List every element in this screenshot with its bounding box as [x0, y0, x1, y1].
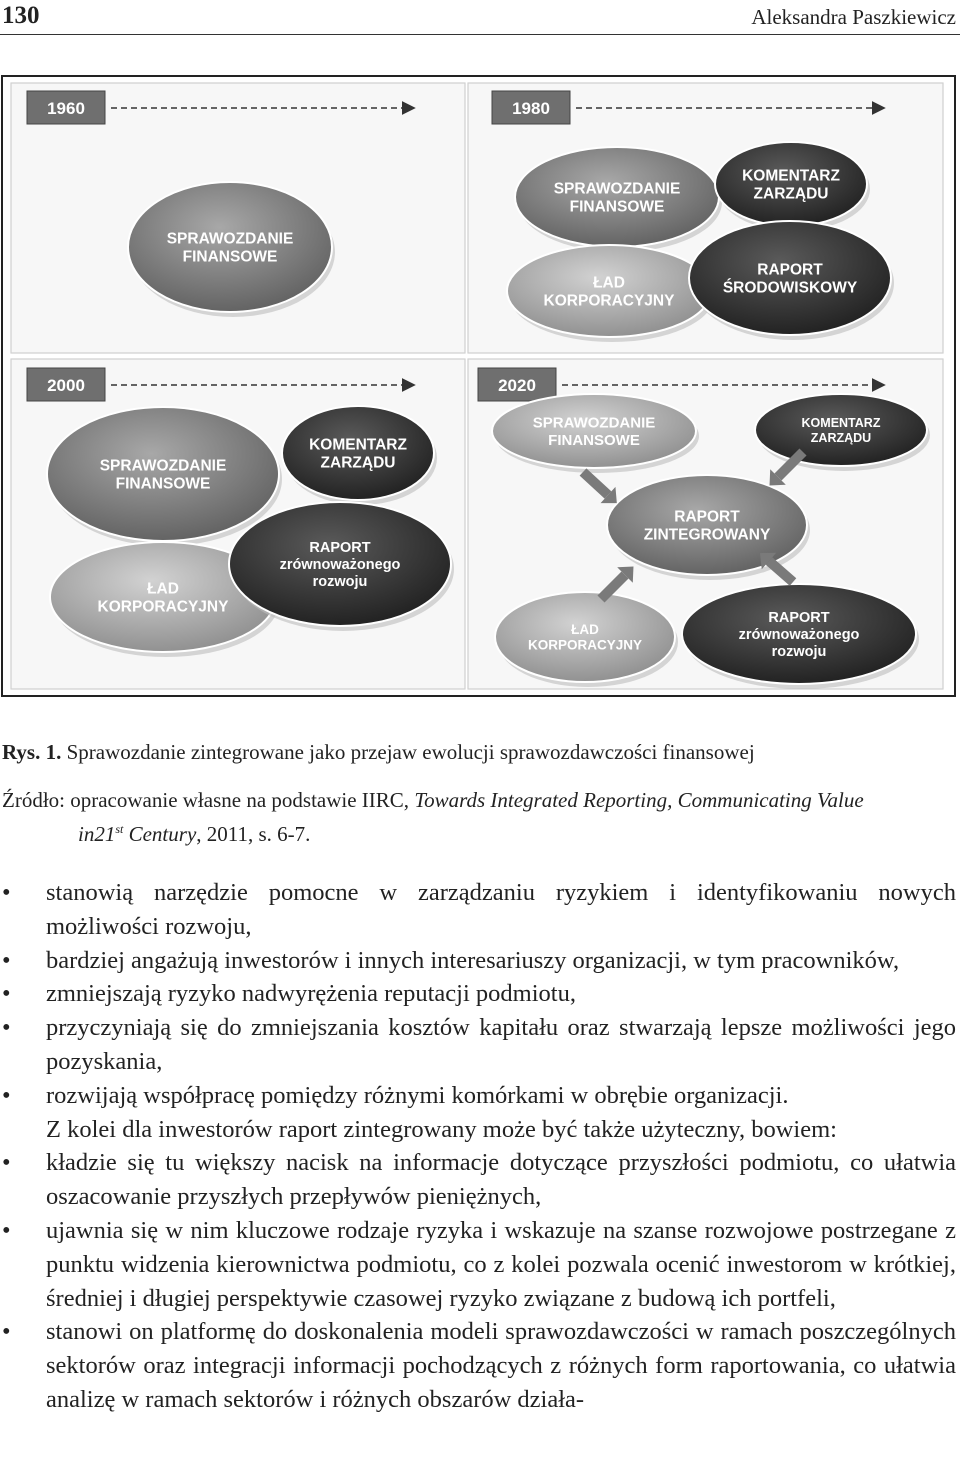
bullet-text: stanowią narzędzie pomocne w zarządzaniu ryzykiem i identyfikowaniu nowych możliwości rozwoju, [46, 879, 956, 940]
source-sup: st [115, 822, 124, 836]
bullet-text: stanowi on platformę do doskonalenia modeli sprawozdawczości w ramach poszczególnych sektorów oraz integracji informacji pochodzących z różnych form raportowania, co ułatwia analizę w ramach sektorów i różnych obszarów działa- [46, 1318, 956, 1413]
blob-label: KORPORACYJNY [543, 292, 675, 310]
bullet-mark: • [2, 1216, 11, 1244]
blob-label: ZARZĄDU [810, 430, 872, 445]
bullet-item [0, 944, 956, 978]
blob-label: FINANSOWE [115, 475, 211, 493]
source-title-b: in21 [78, 822, 116, 846]
caption-text: Sprawozdanie zintegrowane jako przejaw ewolucji sprawozdawczości finansowej [61, 740, 755, 764]
blob-label: ŁAD [571, 621, 599, 637]
blob-label: ŁAD [593, 274, 625, 292]
year-label: 2000 [47, 376, 85, 395]
bullet-mark: • [2, 1081, 11, 1109]
year-label: 1980 [512, 99, 550, 118]
blob-label: KOMENTARZ [309, 436, 407, 454]
bullet-mark: • [2, 946, 11, 974]
blob-label: SPRAWOZDANIE [99, 457, 227, 475]
evolution-figure [1, 75, 956, 697]
blob-label: rozwoju [312, 574, 368, 591]
blob-label: KOMENTARZ [742, 167, 840, 185]
bullet-text: przyczyniają się do zmniejszania kosztów kapitału oraz stwarzają lepsze możliwości jego pozyskania, [46, 1014, 956, 1075]
figure-source [2, 786, 956, 849]
blob-label: FINANSOWE [569, 198, 665, 216]
blob-label: KORPORACYJNY [527, 637, 643, 653]
bullet-mark: • [2, 1149, 11, 1177]
bullet-text: rozwijają współpracę pomiędzy różnymi komórkami w obrębie organizacji. [46, 1081, 789, 1109]
bullet-item [0, 1146, 956, 1214]
bullet-text: zmniejszają ryzyko nadwyrężenia reputacji podmiotu, [46, 980, 576, 1008]
source-lead: Źródło: opracowanie własne na podstawie IIRC, [2, 788, 415, 812]
bullet-item [0, 1079, 956, 1113]
blob-label: KOMENTARZ [801, 416, 881, 430]
bullet-item [0, 977, 956, 1011]
blob-label: SPRAWOZDANIE [553, 180, 681, 198]
body-text [0, 876, 956, 1417]
blob-label: rozwoju [771, 644, 827, 661]
source-indent [2, 822, 310, 846]
blob-label: zrównoważonego [738, 627, 860, 644]
blob-label: KORPORACYJNY [97, 598, 229, 616]
blob-label: zrównoważonego [279, 557, 401, 574]
bullet-item [0, 1011, 956, 1079]
figure-canvas [3, 77, 954, 695]
blob-label: ŁAD [147, 580, 179, 598]
blob-label: ZARZĄDU [753, 185, 829, 203]
bullet-text: kładzie się tu większy nacisk na informacje dotyczące przyszłości podmiotu, co ułatwia oszacowanie przyszłych przepływów pieniężnych, [46, 1149, 956, 1211]
bullet-mark: • [2, 980, 11, 1008]
blob-label: RAPORT [309, 539, 371, 556]
caption-label: Rys. 1. [2, 740, 62, 764]
blob-label: RAPORT [674, 508, 740, 526]
bullet-item [0, 1214, 956, 1315]
bullet-item [0, 1315, 956, 1416]
year-label: 1960 [47, 99, 85, 118]
blob-label: ŚRODOWISKOWY [722, 279, 858, 297]
blob-label: ZARZĄDU [320, 454, 396, 472]
source-title-c: Century [123, 822, 197, 846]
blob-label: FINANSOWE [182, 248, 278, 266]
source-title-a: Towards Integrated Reporting, Communicating Value [414, 788, 864, 812]
blob-label: SPRAWOZDANIE [532, 414, 656, 432]
body-paragraph: Z kolei dla inwestorów raport zintegrowany może być także użyteczny, bowiem: [46, 1115, 837, 1143]
bullet-text: ujawnia się w nim kluczowe rodzaje ryzyka i wskazuje na szanse rozwojowe postrzegane z punktu widzenia kierownictwa podmiotu, co z kolei pozwala ocenić inwestorom w krótkiej, średniej i długiej perspektywie czasowej ryzyko związane z budową ich portfeli, [46, 1216, 956, 1312]
blob-label: RAPORT [768, 609, 830, 626]
figure-caption [2, 740, 755, 765]
year-label: 2020 [498, 376, 536, 395]
blob-label: ZINTEGROWANY [643, 526, 771, 544]
page-number: 130 [2, 2, 40, 29]
blob-label: SPRAWOZDANIE [166, 230, 294, 248]
page-header [0, 0, 960, 35]
source-tail: , 2011, s. 6-7. [196, 822, 311, 846]
bullet-text: bardziej angażują inwestorów i innych interesariuszy organizacji, w tym pracowników, [46, 946, 900, 974]
bullet-mark: • [2, 879, 11, 906]
bullet-item [0, 876, 956, 944]
bullet-mark: • [2, 1318, 11, 1346]
blob-label: RAPORT [757, 261, 823, 279]
bullet-mark: • [2, 1014, 11, 1042]
running-head-author: Aleksandra Paszkiewicz [751, 5, 956, 29]
blob-label: FINANSOWE [548, 432, 640, 450]
